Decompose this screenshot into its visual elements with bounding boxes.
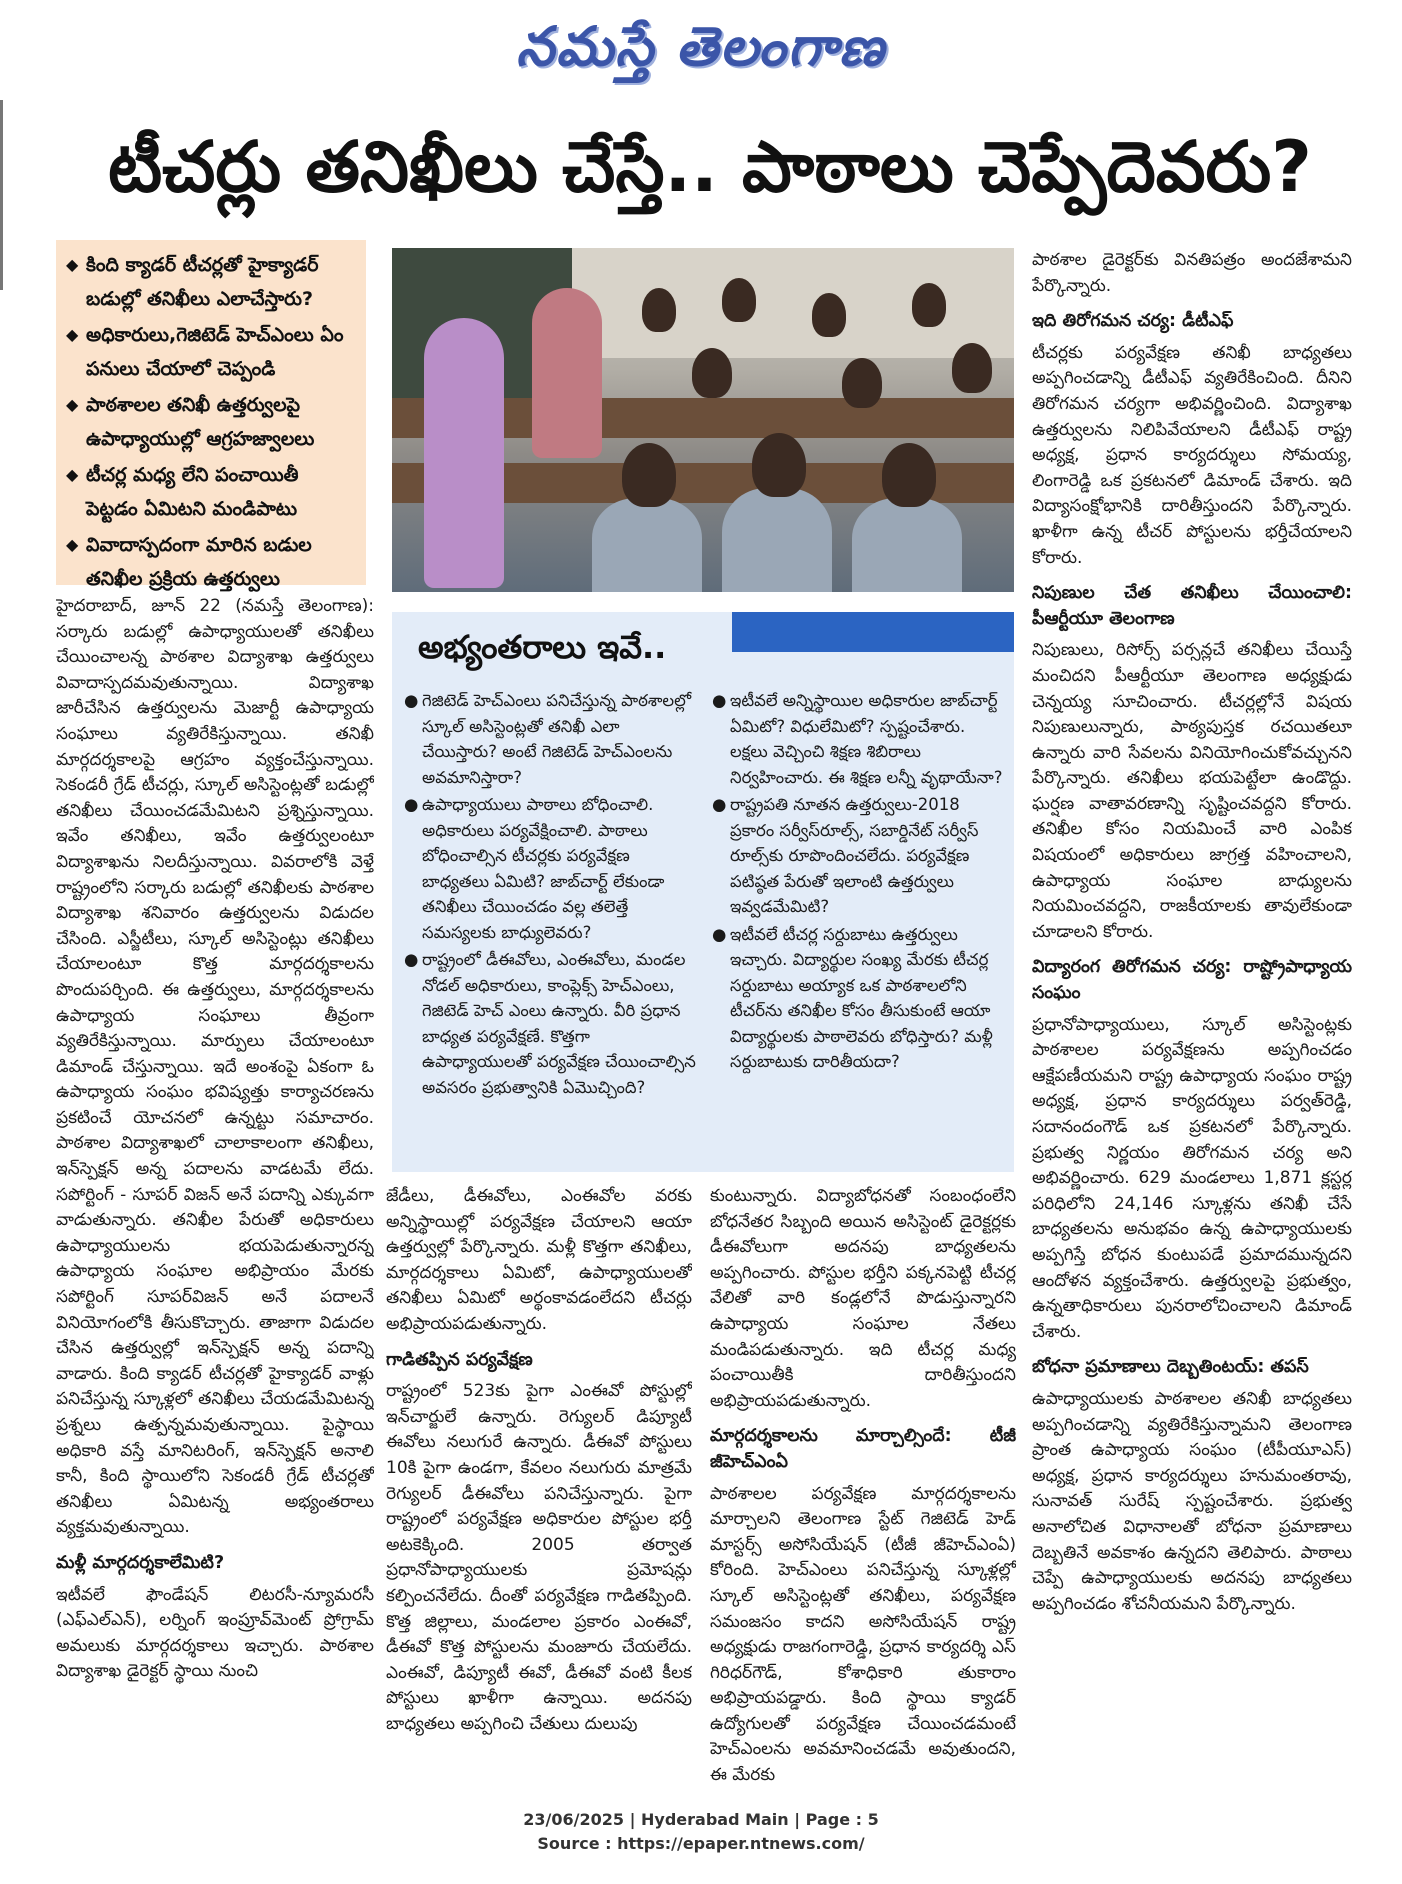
section-subhead: నిపుణుల చేత తనిఖీలు చేయించాలి: పీఆర్టీయూ తెలంగాణ: [1032, 583, 1352, 629]
bullet-icon: ◆: [66, 255, 79, 274]
body-paragraph: ఇటీవలే ఫౌండేషన్ లిటరసీ-న్యూమరసీ (ఎఫ్‌ఎల్‌ఎన్), లర్నింగ్ ఇంప్రూవ్‌మెంట్ ప్రోగ్రామ్ అమలుకు మార్గదర్శకాలు ఇచ్చారు. పాఠశాల విద్యాశాఖ డైరెక్టర్ స్థాయి నుంచి: [56, 1584, 374, 1682]
body-paragraph: ఉపాధ్యాయులకు పాఠశాలల తనిఖీ బాధ్యతలు అప్పగించడాన్ని వ్యతిరేకిస్తున్నామని తెలంగాణ ప్రాంత ఉపాధ్యాయ సంఘం (టీపీయూఎస్) అధ్యక్ష, ప్రధాన కార్యదర్శులు హనుమంతరావు, సునావత్ సురేష్ స్పష్టంచేశారు. ప్రభుత్వ అనాలోచిత విధానాలతో బోధనా ప్రమాణాలు దెబ్బతినే అవకాశం ఉన్నదని తెలిపారు. పాఠాలు చెప్పే ఉపాధ్యాయులకు అదనపు బాధ్యతలు అప్పగించడం శోచనీయమని పేర్కొన్నారు.: [1032, 1388, 1352, 1614]
student-figure: [752, 433, 806, 497]
section-subhead: మార్గదర్శకాలను మార్చాల్సిందే: టీజీ జీహెచ్‌ఎంఏ: [710, 1426, 1016, 1472]
objection-item: ● ఇటీవలే అన్నిస్థాయిల అధికారుల జాబ్‌చార్ట్ ఏమిటో? విధులేమిటో? స్పష్టంచేశారు. లక్షలు వెచ్చించి శిక్షణ శిబిరాలు నిర్వహించారు. ఈ శిక్షణ లన్నీ వృథాయేనా?: [712, 688, 1004, 790]
student-figure: [952, 343, 992, 393]
objection-item: ● రాష్ట్రంలో డీఈవోలు, ఎంఈవోలు, మండల నోడల్ అధికారులు, కాంప్లెక్స్ హెచ్‌ఎంలు, గెజిటెడ్ హెచ్ ఎంలు ఉన్నారు. వీరి ప్రధాన బాధ్యత పర్యవేక్షణే. కొత్తగా ఉపాధ్యాయులతో పర్యవేక్షణ చేయించాల్సిన అవసరం ప్రభుత్వానికి ఏమొచ్చింది?: [404, 947, 699, 1100]
article-column-4: [1032, 248, 1352, 1798]
bullet-icon: ◆: [66, 325, 79, 344]
student-figure: [852, 498, 962, 592]
article-headline: టీచర్లు తనిఖీలు చేస్తే.. పాఠాలు చెప్పేదెవరు?: [108, 126, 1312, 208]
bullet-icon: ◆: [66, 465, 79, 484]
student-figure: [882, 443, 936, 507]
sidebar-right-column: [712, 688, 1004, 1166]
objection-item: ● రాష్ట్రపతి నూతన ఉత్తర్వులు-2018 ప్రకారం సర్వీస్‌రూల్స్, సబార్డినేట్ సర్వీస్ రూల్స్‌కు రూపొందించలేదు. పర్యవేక్షణ పటిష్ఠత పేరుతో ఇలాంటి ఉత్తర్వులు ఇవ్వడమేమిటి?: [712, 792, 1004, 920]
section-subhead: బోధనా ప్రమాణాలు దెబ్బతింటయ్: తపస్: [1032, 1357, 1309, 1378]
body-paragraph: టీచర్లకు పర్యవేక్షణ తనిఖీ బాధ్యతలు అప్పగించడాన్ని డీటీఎఫ్ వ్యతిరేకించింది. దీనిని తిరోగమన చర్యగా అభివర్ణించింది. విద్యాశాఖ ఉత్తర్వులను నిలిపివేయాలని డీటీఎఫ్ రాష్ట్ర అధ్యక్ష, ప్రధాన కార్యదర్శులు సోమయ్య, లింగారెడ్డి ఒక ప్రకటనలో డిమాండ్ చేశారు. ఇది విద్యాసంక్షోభానికి దారితీస్తుందని పేర్కొన్నారు. ఖాళీగా ఉన్న టీచర్ పోస్టులను భర్తీచేయాలని కోరారు.: [1032, 342, 1352, 568]
bullet-icon: ●: [404, 691, 419, 710]
article-column-1: [56, 594, 374, 1798]
body-paragraph: రాష్ట్రంలో 523కు పైగా ఎంఈవో పోస్టుల్లో ఇన్‌చార్జులే ఉన్నారు. రెగ్యులర్ డిప్యూటీ ఈవోలు నలుగురే ఉన్నారు. డీఈవో పోస్టులు 10కి పైగా ఉండగా, కేవలం నలుగురు మాత్రమే రెగ్యులర్ డీఈవోలు పనిచేస్తున్నారు. పైగా రాష్ట్రంలో పర్యవేక్షణ అధికారుల పోస్టుల భర్తీ అటకెక్కింది. 2005 తర్వాత ప్రధానోపాధ్యాయులకు ప్రమోషన్లు కల్పించనేలేదు. దీంతో పర్యవేక్షణ గాడితప్పింది. కొత్త జిల్లాలు, మండలాల ప్రకారం ఎంఈవో, డీఈవో కొత్త పోస్టులను మంజూరు చేయలేదు. ఎంఈవో, డిప్యూటీ ఈవో, డీఈవో వంటి కీలక పోస్టులు ఖాళీగా ఉన్నాయి. అదనపు బాధ్యతలు అప్పగించి చేతులు దులుపు: [386, 1381, 692, 1734]
student-figure: [592, 498, 702, 592]
sidebar-accent-bar: [732, 612, 1014, 652]
highlight-item: ◆ టీచర్ల మధ్య లేని పంచాయితీ పెట్టడం ఏమిటని మండిపాటు: [66, 458, 356, 528]
body-paragraph: పాఠశాల డైరెక్టర్‌కు వినతిపత్రం అందజేశామని పేర్కొన్నారు.: [1032, 250, 1352, 296]
bullet-icon: ◆: [66, 535, 79, 554]
bullet-icon: ●: [404, 795, 419, 814]
student-figure: [812, 293, 846, 337]
highlight-item: ◆ అధికారులు,గెజిటెడ్ హెచ్‌ఎంలు ఏం పనులు చేయాలో చెప్పండి: [66, 318, 356, 388]
objection-item: ● ఇటీవలే టీచర్ల సర్దుబాటు ఉత్తర్వులు ఇచ్చారు. విద్యార్థుల సంఖ్య మేరకు టీచర్ల సర్దుబాటు అయ్యాక ఒక పాఠశాలలోని టీచర్‌ను తనిఖీల కోసం తీసుకుంటే ఆయా విద్యార్థులకు పాఠాలెవరు బోధిస్తారు? మళ్లీ సర్దుబాటుకు దారితీయదా?: [712, 922, 1004, 1075]
student-figure: [722, 488, 832, 592]
bullet-icon: ●: [712, 795, 727, 814]
article-column-3: [710, 1184, 1016, 1798]
bullet-icon: ◆: [66, 395, 79, 414]
body-paragraph: నిపుణులు, రిసోర్స్ పర్సన్లచే తనిఖీలు చేయిస్తే మంచిదని పీఆర్టీయూ తెలంగాణ అధ్యక్షుడు చెన్నయ్య సూచించారు. టీచర్లల్లోనే విషయ నిపుణులున్నారు, పాఠ్యపుస్తక రచయితలూ ఉన్నారు వారి సేవలను వినియోగించుకోవచ్చునని పేర్కొన్నారు. తనిఖీలు భయపెట్టేలా ఉండొద్దు. ఘర్షణ వాతావరణాన్ని సృష్టించవద్దని కోరారు. తనిఖీల కోసం నియమించే వారి ఎంపిక విషయంలో అధికారులు జాగ్రత్త వహించాలని, ఉపాధ్యాయ సంఘాల బాధ్యులను నియమించవద్దని, రాజకీయాలకు తావులేకుండా చూడాలని కోరారు.: [1032, 640, 1352, 942]
sidebar-left-column: [404, 688, 699, 1166]
newspaper-masthead: నమస్తే తెలంగాణ: [516, 15, 886, 78]
section-subhead: మళ్లీ మార్గదర్శకాలేమిటి?: [56, 1552, 225, 1573]
section-subhead: గాడితప్పిన పర్యవేక్షణ: [386, 1349, 533, 1370]
body-paragraph: పాఠశాలల పర్యవేక్షణ మార్గదర్శకాలను మార్చాలని తెలంగాణ స్టేట్ గెజిటెడ్ హెడ్ మాస్టర్స్ అసోసియేషన్ (టీజీ జీహెచ్‌ఎంఏ) కోరింది. హెచ్‌ఎంలు పనిచేస్తున్న స్కూళ్లల్లో స్కూల్ అసిస్టెంట్లతో తనిఖీలు, పర్యవేక్షణ సమంజసం కాదని అసోసియేషన్ రాష్ట్ర అధ్యక్షుడు రాజగంగారెడ్డి, ప్రధాన కార్యదర్శి ఎస్ గిరిధర్‌గౌడ్, కోశాధికారి తుకారాం అభిప్రాయపడ్డారు. కింది స్థాయి క్యాడర్ ఉద్యోగులతో పర్యవేక్షణ చేయించడమంటే హెచ్‌ఎంలను అవమానించడమే అవుతుందని, ఈ మేరకు: [710, 1483, 1016, 1786]
objection-item: ● ఉపాధ్యాయులు పాఠాలు బోధించాలి. అధికారులు పర్యవేక్షించాలి. పాఠాలు బోధించాల్సిన టీచర్లకు పర్యవేక్షణ బాధ్యతలు ఏమిటి? జాబ్‌చార్ట్ లేకుండా తనిఖీలు చేయించడం వల్ల తలెత్తే సమస్యలకు బాధ్యులెవరు?: [404, 792, 699, 945]
page-footer: [0, 1808, 1402, 1864]
student-figure: [912, 283, 946, 327]
body-paragraph: హైదరాబాద్, జూన్ 22 (నమస్తే తెలంగాణ): సర్కారు బడుల్లో ఉపాధ్యాయులతో తనిఖీలు చేయించాలన్న పాఠశాల విద్యాశాఖ ఉత్తర్వులు వివాదాస్పదమవుతున్నాయి. విద్యాశాఖ జారీచేసిన ఉత్తర్వులను మెజార్టీ ఉపాధ్యాయ సంఘాలు వ్యతిరేకిస్తున్నాయి. తనిఖీ మార్గదర్శకాలపై ఆగ్రహం వ్యక్తంచేస్తున్నాయి. సెకండరీ గ్రేడ్ టీచర్లు, స్కూల్ అసిస్టెంట్లతో బడుల్లో తనిఖీలు చేయించడమేమిటని ప్రశ్నిస్తున్నాయి. ఇవేం తనిఖీలు, ఇవేం ఉత్తర్వులంటూ విద్యాశాఖను నిలదీస్తున్నాయి. వివరాలోకి వెళ్తే రాష్ట్రంలోని సర్కారు బడుల్లో తనిఖీలకు పాఠశాల విద్యాశాఖ శనివారం ఉత్తర్వులను విడుదల చేసింది. ఎస్జీటీలు, స్కూల్ అసిస్టెంట్లు తనిఖీలు చేయాలంటూ కొత్త మార్గదర్శకాలను పొందుపర్చింది. ఈ ఉత్తర్వులు, మార్గదర్శకాలను ఉపాధ్యాయ సంఘాలు తీవ్రంగా వ్యతిరేకిస్తున్నాయి. మార్పులు చేయాలంటూ డిమాండ్ చేస్తున్నాయి. ఇదే అంశంపై ఏకంగా ఓ ఉపాధ్యాయ సంఘం భవిష్యత్తు కార్యాచరణను ప్రకటించే యోచనలో ఉన్నట్టు సమాచారం. పాఠశాల విద్యాశాఖలో చాలాకాలంగా తనిఖీలు, ఇన్‌స్పెక్షన్ అన్న పదాలను వాడటమే లేదు. సపోర్టింగ్ - సూపర్ విజన్ అనే పదాన్ని ఎక్కువగా వాడుతున్నారు. తనిఖీల పేరుతో అధికారులు ఉపాధ్యాయులను భయపెడుతున్నారన్న ఉపాధ్యాయ సంఘాల అభిప్రాయం మేరకు సపోర్టింగ్ సూపర్‌విజన్ అనే పదాలనే వినియోగంలోకి తీసుకొచ్చారు. తాజాగా విడుదల చేసిన ఉత్తర్వుల్లో ఇన్‌స్పెక్షన్ అన్న పదాన్ని వాడారు. కింది క్యాడర్ టీచర్లతో హైక్యాడర్ వాళ్లు పనిచేస్తున్న స్కూళ్లలో తనిఖీలు చేయడమేమిటన్న ప్రశ్నలు ఉత్పన్నమవుతున్నాయి. పైస్థాయి అధికారి వస్తే మానిటరింగ్, ఇన్‌స్పెక్షన్ అనాలి కానీ, కింది స్థాయిలోని సెకండరీ గ్రేడ్ టీచర్లతో తనిఖీలు ఏమిటన్న అభ్యంతరాలు వ్యక్తమవుతున్నాయి.: [56, 596, 374, 1538]
left-rule-divider: [0, 100, 3, 290]
section-subhead: ఇది తిరోగమన చర్య: డీటీఎఫ్: [1032, 311, 1234, 332]
footer-source-link[interactable]: Source : https://epaper.ntnews.com/: [537, 1834, 865, 1853]
highlights-box: [56, 240, 366, 590]
teacher-figure: [532, 288, 602, 458]
teacher-figure: [424, 318, 504, 588]
student-figure: [692, 348, 732, 398]
student-figure: [622, 443, 676, 507]
highlight-item: ◆ పాఠశాలల తనిఖీ ఉత్తర్వులపై ఉపాధ్యాయుల్లో ఆగ్రహజ్వాలలు: [66, 388, 356, 458]
footer-date-edition: 23/06/2025 | Hyderabad Main | Page : 5: [523, 1810, 879, 1829]
bullet-icon: ●: [404, 950, 419, 969]
highlight-item: ◆ వివాదాస్పదంగా మారిన బడుల తనిఖీల ప్రక్రియ ఉత్తర్వులు: [66, 528, 356, 598]
student-figure: [642, 288, 676, 332]
classroom-photo: [392, 248, 1014, 592]
objection-item: ● గెజిటెడ్ హెచ్‌ఎంలు పనిచేస్తున్న పాఠశాలల్లో స్కూల్ అసిస్టెంట్లతో తనిఖీ ఎలా చేయిస్తారు? అంటే గెజిటెడ్ హెచ్‌ఎంలను అవమానిస్తారా?: [404, 688, 699, 790]
body-paragraph: ప్రధానోపాధ్యాయులు, స్కూల్ అసిస్టెంట్లకు పాఠశాలల పర్యవేక్షణను అప్పగించడం ఆక్షేపణీయమని రాష్ట్ర ఉపాధ్యాయ సంఘం రాష్ట్ర అధ్యక్ష, ప్రధాన కార్యదర్శులు పర్వత్‌రెడ్డి, సదానందంగౌడ్ ఒక ప్రకటనలో పేర్కొన్నారు. ప్రభుత్వ నిర్ణయం తిరోగమన చర్య అని అభివర్ణించారు. 629 మండలాలు 1,871 క్లస్టర్ల పరిధిలోని 24,146 స్కూళ్లను తనిఖీ చేసే బాధ్యతలను అనుభవం ఉన్న ఉపాధ్యాయులకు అప్పగిస్తే బోధన కుంటుపడే ప్రమాదమున్నదని ఆందోళన వ్యక్తంచేశారు. ఉత్తర్వులపై ప్రభుత్వం, ఉన్నతాధికారులు పునరాలోచించాలని డిమాండ్ చేశారు.: [1032, 1014, 1352, 1342]
student-figure: [722, 278, 756, 322]
bullet-icon: ●: [712, 691, 727, 710]
student-figure: [842, 358, 882, 408]
bullet-icon: ●: [712, 924, 727, 944]
section-subhead: విద్యారంగ తిరోగమన చర్య: రాష్ట్రోపాధ్యాయ సంఘం: [1032, 957, 1352, 1004]
highlight-item: ◆ కింది క్యాడర్ టీచర్లతో హైక్యాడర్ బడుల్లో తనిఖీలు ఎలాచేస్తారు?: [66, 248, 356, 318]
body-paragraph: జేడీలు, డీఈవోలు, ఎంఈవోల వరకు అన్నిస్థాయిల్లో పర్యవేక్షణ చేయాలని ఆయా ఉత్తర్వుల్లో పేర్కొన్నారు. మళ్లీ కొత్తగా తనిఖీలు, మార్గదర్శకాలు ఏమిటో, ఉపాధ్యాయులతో తనిఖీలు ఏమిటో అర్థంకావడంలేదని టీచర్లు అభిప్రాయపడుతున్నారు.: [386, 1186, 692, 1334]
article-column-2: [386, 1184, 692, 1798]
classroom-wall: [572, 248, 1014, 358]
body-paragraph: కుంటున్నారు. విద్యాబోధనతో సంబంధంలేని బోధనేతర సిబ్బంది అయిన అసిస్టెంట్ డైరెక్టర్లకు డీఈవోలుగా అదనపు బాధ్యతలను అప్పగించారు. పోస్టుల భర్తీని పక్కనపెట్టి టీచర్ల వేలితో వారి కండ్లలోనే పొడుస్తున్నారని ఉపాధ్యాయ సంఘాల నేతలు మండిపడుతున్నారు. ఇది టీచర్ల మధ్య పంచాయితీకి దారితీస్తుందని అభిప్రాయపడుతున్నారు.: [710, 1186, 1016, 1411]
sidebar-title: అభ్యంతరాలు ఇవే..: [418, 628, 667, 666]
